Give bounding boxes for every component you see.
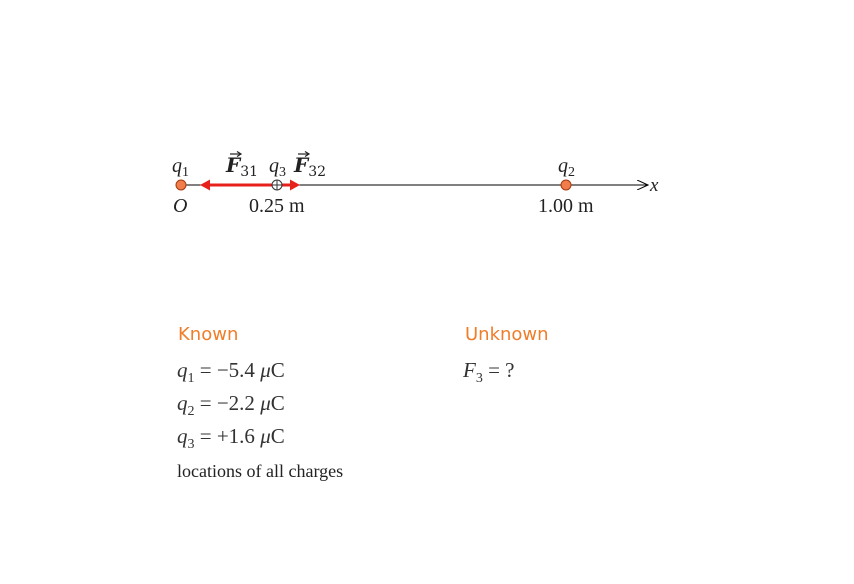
charge-q2-marker — [561, 180, 571, 190]
svg-text:F32: $F_{32}$ — [294, 153, 327, 180]
charge-line-diagram — [0, 0, 854, 260]
known-q3: $q_3 = +1.6$ μC — [177, 424, 285, 453]
charge-q1-marker — [176, 180, 186, 190]
known-q2: $q_2 = -2.2$ μC — [177, 391, 285, 420]
known-heading: Known — [178, 324, 239, 345]
known-q1: $q_1 = -5.4$ μC — [177, 358, 285, 387]
svg-text:F31: $F_{31}$ — [226, 153, 259, 180]
position-label-q3: 0.25 m — [249, 195, 305, 217]
charge-q3-label: $q_3$ — [269, 155, 286, 180]
charge-q2-label: $q_2$ — [558, 155, 575, 180]
unknown-f3: $F_3$ = ? — [463, 358, 515, 387]
charge-q1-label: $q_1$ — [172, 155, 189, 180]
force-f31-label — [225, 152, 258, 181]
unknown-heading: Unknown — [465, 324, 549, 345]
known-note: locations of all charges — [177, 461, 344, 481]
force-f32-label — [293, 152, 326, 181]
position-label-origin: O — [173, 195, 188, 217]
charge-q3-marker — [272, 180, 282, 190]
position-label-q2: 1.00 m — [538, 195, 594, 217]
x-axis-label: x — [650, 175, 659, 196]
force-f31-arrow — [200, 180, 277, 191]
